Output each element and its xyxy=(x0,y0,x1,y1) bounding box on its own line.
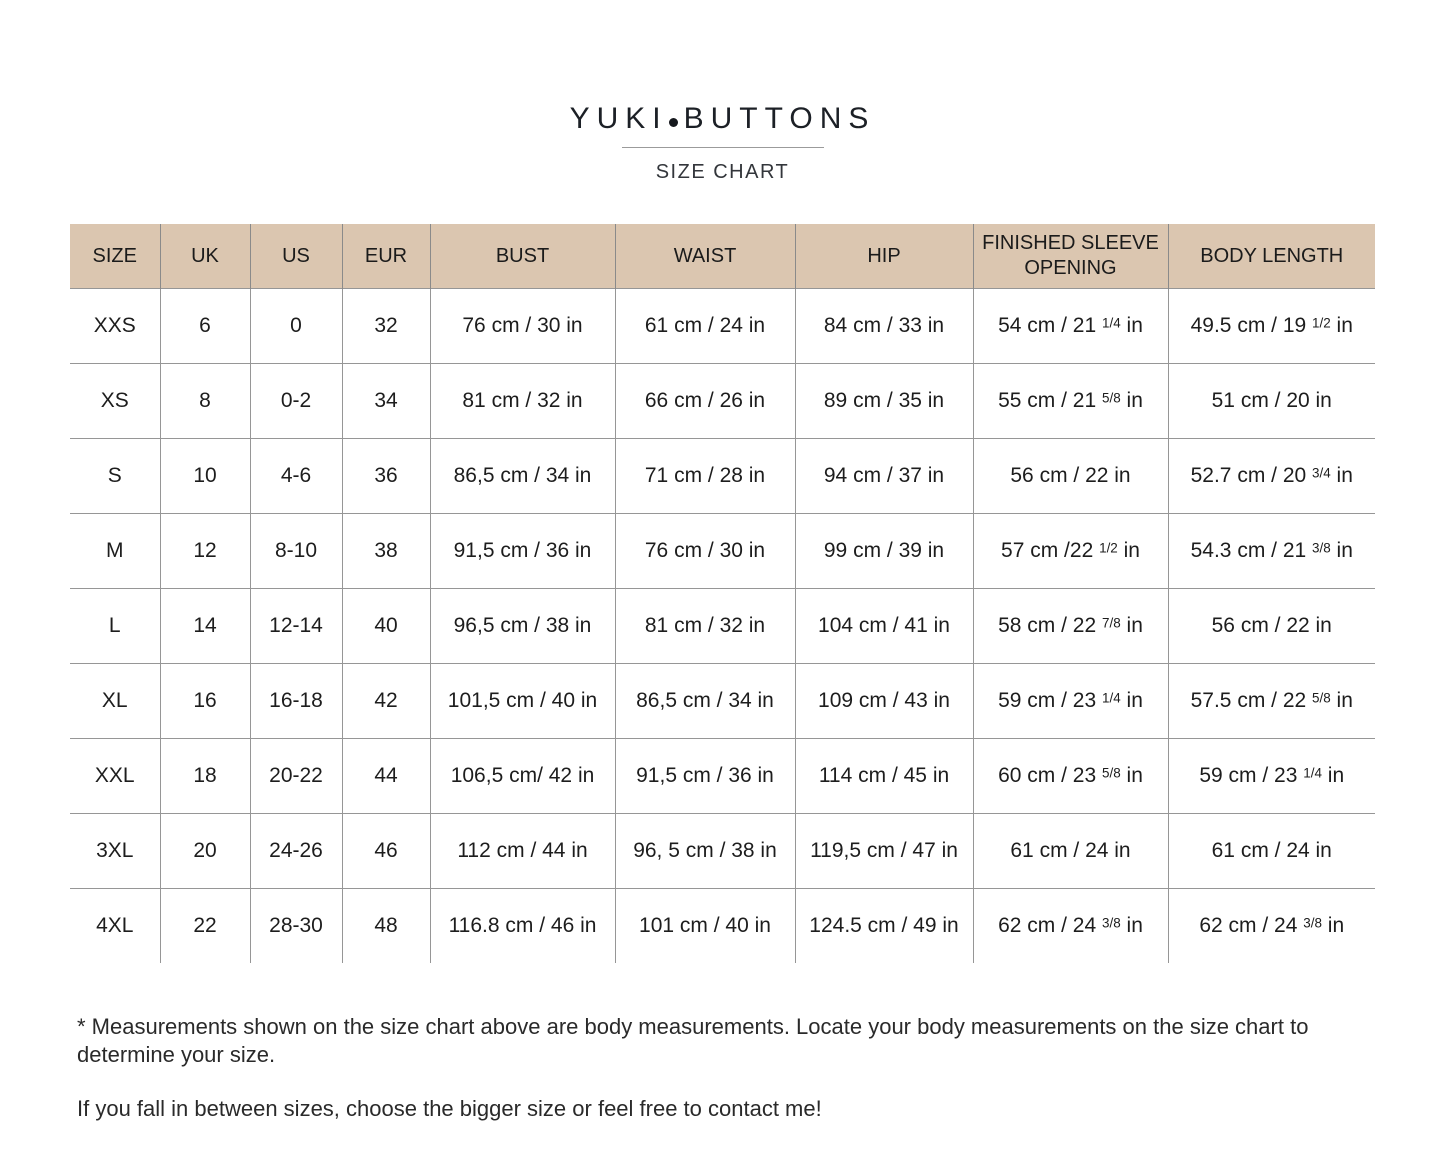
measurement-cell: 86,5 cm / 34 in xyxy=(430,439,615,514)
measurement-cell: 4-6 xyxy=(250,439,342,514)
column-header-size: SIZE xyxy=(70,224,160,289)
measurement-cell: 56 cm / 22 in xyxy=(973,439,1168,514)
measurement-cell: 57.5 cm / 22 $^{5/8}$ in xyxy=(1168,664,1375,739)
measurement-cell: 22 xyxy=(160,889,250,964)
measurement-cell: 51 cm / 20 in xyxy=(1168,364,1375,439)
masthead xyxy=(0,0,1445,184)
size-cell: XS xyxy=(70,364,160,439)
fraction-text: 3/4 xyxy=(1312,465,1331,481)
measurement-cell: 16 xyxy=(160,664,250,739)
measurement-cell: 101 cm / 40 in xyxy=(615,889,795,964)
measurement-cell: 46 xyxy=(342,814,430,889)
fraction-text: 1/2 xyxy=(1312,315,1331,331)
measurement-cell: 42 xyxy=(342,664,430,739)
measurement-cell: 114 cm / 45 in xyxy=(795,739,973,814)
measurement-cell: 61 cm / 24 in xyxy=(1168,814,1375,889)
fraction-text: 7/8 xyxy=(1102,615,1121,631)
table-row xyxy=(70,739,1375,814)
measurement-cell: 58 cm / 22 $^{7/8}$ in xyxy=(973,589,1168,664)
table-row xyxy=(70,364,1375,439)
measurement-cell: 94 cm / 37 in xyxy=(795,439,973,514)
table-row xyxy=(70,514,1375,589)
measurement-cell: 48 xyxy=(342,889,430,964)
measurement-cell: 99 cm / 39 in xyxy=(795,514,973,589)
measurement-cell: 32 xyxy=(342,289,430,364)
measurement-cell: 109 cm / 43 in xyxy=(795,664,973,739)
measurement-cell: 124.5 cm / 49 in xyxy=(795,889,973,964)
size-cell: 3XL xyxy=(70,814,160,889)
table-header-row xyxy=(70,224,1375,289)
measurement-cell: 16-18 xyxy=(250,664,342,739)
size-cell: S xyxy=(70,439,160,514)
measurement-cell: 49.5 cm / 19 $^{1/2}$ in xyxy=(1168,289,1375,364)
measurement-cell: 84 cm / 33 in xyxy=(795,289,973,364)
column-header-eur: EUR xyxy=(342,224,430,289)
measurement-cell: 54.3 cm / 21 $^{3/8}$ in xyxy=(1168,514,1375,589)
table-row xyxy=(70,889,1375,964)
size-chart-table xyxy=(70,224,1375,963)
measurement-cell: 61 cm / 24 in xyxy=(615,289,795,364)
measurement-note: * Measurements shown on the size chart above are body measurements. Locate your body measurements on the size chart to determine your size. xyxy=(77,1014,1309,1068)
measurement-cell: 20-22 xyxy=(250,739,342,814)
measurement-cell: 119,5 cm / 47 in xyxy=(795,814,973,889)
measurement-cell: 20 xyxy=(160,814,250,889)
size-cell: XL xyxy=(70,664,160,739)
column-header-finished-sleeve-opening: FINISHED SLEEVE OPENING xyxy=(973,224,1168,289)
size-cell: L xyxy=(70,589,160,664)
fraction-text: 1/4 xyxy=(1102,315,1121,331)
measurement-cell: 55 cm / 21 $^{5/8}$ in xyxy=(973,364,1168,439)
measurement-cell: 89 cm / 35 in xyxy=(795,364,973,439)
measurement-cell: 81 cm / 32 in xyxy=(615,589,795,664)
measurement-cell: 106,5 cm/ 42 in xyxy=(430,739,615,814)
measurement-cell: 36 xyxy=(342,439,430,514)
fraction-text: 1/4 xyxy=(1303,765,1322,781)
measurement-cell: 44 xyxy=(342,739,430,814)
measurement-cell: 76 cm / 30 in xyxy=(430,289,615,364)
measurement-cell: 62 cm / 24 $^{3/8}$ in xyxy=(1168,889,1375,964)
measurement-cell: 52.7 cm / 20 $^{3/4}$ in xyxy=(1168,439,1375,514)
column-header-body-length: BODY LENGTH xyxy=(1168,224,1375,289)
measurement-cell: 14 xyxy=(160,589,250,664)
measurement-cell: 0 xyxy=(250,289,342,364)
measurement-cell: 57 cm /22 $^{1/2}$ in xyxy=(973,514,1168,589)
measurement-cell: 86,5 cm / 34 in xyxy=(615,664,795,739)
measurement-cell: 96, 5 cm / 38 in xyxy=(615,814,795,889)
column-header-waist: WAIST xyxy=(615,224,795,289)
measurement-cell: 54 cm / 21 $^{1/4}$ in xyxy=(973,289,1168,364)
measurement-cell: 76 cm / 30 in xyxy=(615,514,795,589)
measurement-cell: 8 xyxy=(160,364,250,439)
measurement-cell: 18 xyxy=(160,739,250,814)
measurement-cell: 101,5 cm / 40 in xyxy=(430,664,615,739)
measurement-cell: 12 xyxy=(160,514,250,589)
fraction-text: 3/8 xyxy=(1303,915,1322,931)
measurement-cell: 104 cm / 41 in xyxy=(795,589,973,664)
measurement-cell: 24-26 xyxy=(250,814,342,889)
measurement-cell: 61 cm / 24 in xyxy=(973,814,1168,889)
table-row xyxy=(70,589,1375,664)
table-row xyxy=(70,664,1375,739)
table-row xyxy=(70,289,1375,364)
between-sizes-note: If you fall in between sizes, choose the bigger size or feel free to contact me! xyxy=(77,1096,822,1122)
measurement-cell: 34 xyxy=(342,364,430,439)
measurement-cell: 116.8 cm / 46 in xyxy=(430,889,615,964)
title-divider xyxy=(622,147,824,148)
fraction-text: 1/2 xyxy=(1099,540,1118,556)
measurement-cell: 96,5 cm / 38 in xyxy=(430,589,615,664)
measurement-cell: 91,5 cm / 36 in xyxy=(430,514,615,589)
size-cell: XXS xyxy=(70,289,160,364)
fraction-text: 3/8 xyxy=(1312,540,1331,556)
column-header-hip: HIP xyxy=(795,224,973,289)
fraction-text: 5/8 xyxy=(1102,765,1121,781)
column-header-us: US xyxy=(250,224,342,289)
measurement-cell: 66 cm / 26 in xyxy=(615,364,795,439)
measurement-cell: 71 cm / 28 in xyxy=(615,439,795,514)
fraction-text: 3/8 xyxy=(1102,915,1121,931)
fraction-text: 1/4 xyxy=(1102,690,1121,706)
measurement-cell: 62 cm / 24 $^{3/8}$ in xyxy=(973,889,1168,964)
column-header-bust: BUST xyxy=(430,224,615,289)
measurement-cell: 59 cm / 23 $^{1/4}$ in xyxy=(973,664,1168,739)
measurement-cell: 10 xyxy=(160,439,250,514)
brand-right: BUTTONS xyxy=(683,102,876,135)
measurement-cell: 40 xyxy=(342,589,430,664)
table-row xyxy=(70,814,1375,889)
measurement-cell: 59 cm / 23 $^{1/4}$ in xyxy=(1168,739,1375,814)
measurement-cell: 12-14 xyxy=(250,589,342,664)
measurement-cell: 112 cm / 44 in xyxy=(430,814,615,889)
measurement-cell: 0-2 xyxy=(250,364,342,439)
size-cell: XXL xyxy=(70,739,160,814)
measurement-cell: 28-30 xyxy=(250,889,342,964)
measurement-cell: 6 xyxy=(160,289,250,364)
size-chart-heading: SIZE CHART xyxy=(655,161,790,183)
measurement-cell: 81 cm / 32 in xyxy=(430,364,615,439)
button-dot-icon xyxy=(669,118,678,127)
fraction-text: 5/8 xyxy=(1102,390,1121,406)
size-cell: 4XL xyxy=(70,889,160,964)
table-row xyxy=(70,439,1375,514)
size-cell: M xyxy=(70,514,160,589)
measurement-cell: 8-10 xyxy=(250,514,342,589)
measurement-cell: 38 xyxy=(342,514,430,589)
footnotes xyxy=(77,1013,1375,1123)
measurement-cell: 91,5 cm / 36 in xyxy=(615,739,795,814)
brand-title xyxy=(0,102,1445,136)
column-header-uk: UK xyxy=(160,224,250,289)
measurement-cell: 60 cm / 23 $^{5/8}$ in xyxy=(973,739,1168,814)
fraction-text: 5/8 xyxy=(1312,690,1331,706)
brand-left: YUKI xyxy=(569,102,668,135)
measurement-cell: 56 cm / 22 in xyxy=(1168,589,1375,664)
